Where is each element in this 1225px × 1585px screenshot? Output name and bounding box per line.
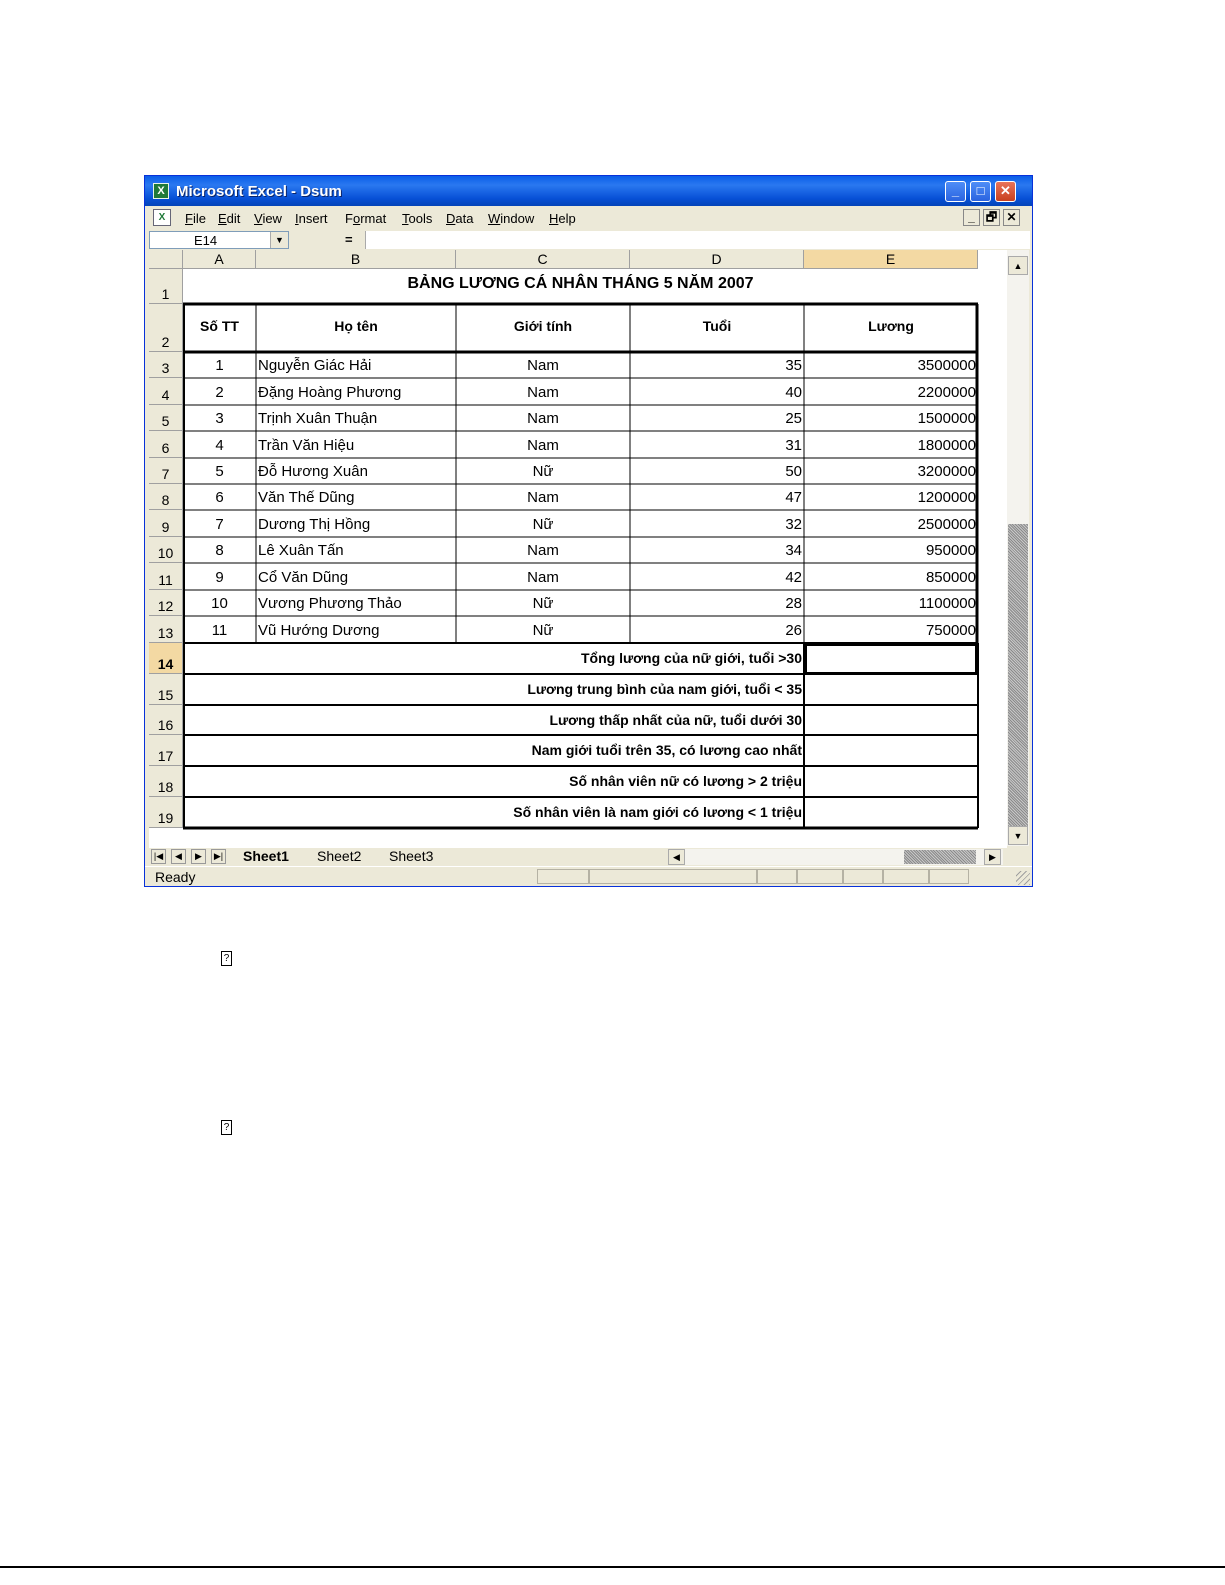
table-cell[interactable]: 34 — [785, 542, 802, 559]
row-number: 5 — [161, 413, 170, 429]
summary-label: Số nhân viên là nam giới có lương < 1 triệu — [513, 804, 802, 820]
row-number: 17 — [157, 748, 174, 764]
table-cell[interactable]: 750000 — [925, 622, 976, 639]
sheet-tab-bar — [145, 848, 1032, 866]
table-cell[interactable]: Nam — [527, 384, 559, 401]
page-divider — [0, 1566, 1225, 1568]
missing-glyph-icon: ? — [221, 1120, 232, 1135]
table-cell[interactable]: Nam — [527, 569, 559, 586]
scroll-right-icon[interactable]: ▶ — [984, 849, 1001, 865]
table-cell[interactable]: Nữ — [532, 516, 554, 533]
row-number: 14 — [157, 656, 174, 672]
table-cell[interactable]: 1100000 — [918, 595, 976, 612]
next-sheet-icon[interactable]: ▶ — [191, 849, 206, 864]
column-title: Lương — [868, 318, 914, 334]
menu-tools[interactable]: Tools — [402, 211, 433, 226]
table-cell[interactable]: Nguyễn Giác Hải — [258, 357, 372, 374]
table-cell[interactable]: 3500000 — [917, 357, 976, 374]
vertical-scroll-thumb[interactable] — [1008, 524, 1028, 826]
name-box-value: E14 — [194, 233, 218, 248]
menu-file[interactable]: File — [185, 211, 206, 226]
excel-window — [144, 175, 1033, 887]
table-cell[interactable]: 8 — [215, 542, 224, 559]
excel-icon: X — [153, 183, 169, 199]
column-title: Tuổi — [702, 318, 732, 334]
tab-sheet2[interactable]: Sheet2 — [317, 848, 362, 864]
workbook-icon[interactable]: X — [153, 209, 171, 226]
table-cell[interactable]: 7 — [215, 516, 224, 533]
menu-data[interactable]: Data — [446, 211, 474, 226]
table-cell[interactable]: Đặng Hoàng Phương — [258, 384, 402, 401]
table-cell[interactable]: Nữ — [532, 595, 554, 612]
table-cell[interactable]: 850000 — [925, 569, 976, 586]
spreadsheet-grid[interactable] — [149, 250, 1007, 848]
row-number: 4 — [161, 387, 170, 403]
menu-edit[interactable]: Edit — [218, 211, 241, 226]
table-cell[interactable]: Vũ Hướng Dương — [258, 622, 380, 639]
table-cell[interactable]: 3 — [215, 410, 224, 427]
name-box[interactable] — [149, 231, 289, 249]
table-cell[interactable]: 950000 — [925, 542, 976, 559]
maximize-button[interactable]: □ — [970, 181, 991, 202]
tab-sheet1[interactable]: Sheet1 — [243, 848, 289, 864]
column-header-b[interactable]: B — [256, 250, 456, 269]
chevron-down-icon[interactable]: ▼ — [270, 232, 288, 248]
summary-label: Tổng lương của nữ giới, tuổi >30 — [580, 650, 802, 666]
missing-glyph-icon: ? — [221, 951, 232, 966]
column-header-c[interactable]: C — [456, 250, 630, 269]
table-cell[interactable]: Văn Thế Dũng — [258, 489, 355, 506]
status-panel — [929, 869, 969, 884]
table-cell[interactable]: 31 — [785, 437, 802, 454]
menu-window[interactable]: Window — [488, 211, 535, 226]
horizontal-scrollbar[interactable] — [668, 849, 1003, 865]
table-cell[interactable]: Lê Xuân Tấn — [258, 542, 344, 559]
table-cell[interactable]: 2500000 — [917, 516, 976, 533]
menu-format[interactable]: Format — [345, 211, 387, 226]
status-text: Ready — [155, 869, 196, 885]
minimize-button[interactable]: _ — [945, 181, 966, 202]
first-sheet-icon[interactable]: |◀ — [151, 849, 166, 864]
table-cell[interactable]: 32 — [785, 516, 802, 533]
table-cell[interactable]: 35 — [785, 357, 802, 374]
table-cell[interactable]: Dương Thị Hồng — [258, 516, 371, 533]
column-header-d[interactable]: D — [630, 250, 804, 269]
table-cell[interactable]: 9 — [215, 569, 224, 586]
tab-sheet3[interactable]: Sheet3 — [389, 848, 434, 864]
status-panel — [589, 869, 757, 884]
row-number: 1 — [161, 286, 170, 302]
summary-label: Nam giới tuổi trên 35, có lương cao nhất — [531, 742, 802, 758]
table-cell[interactable]: 42 — [785, 569, 802, 586]
table-cell[interactable]: 5 — [215, 463, 224, 480]
table-cell[interactable]: 4 — [215, 437, 224, 454]
status-panel — [537, 869, 589, 884]
active-cell-e14[interactable] — [805, 644, 977, 674]
scroll-down-icon[interactable]: ▼ — [1008, 826, 1028, 845]
title-bar[interactable] — [145, 176, 1032, 206]
table-cell[interactable]: 6 — [215, 489, 224, 506]
formula-input[interactable] — [365, 231, 1030, 249]
table-cell[interactable]: Nam — [527, 357, 559, 374]
menu-help[interactable]: Help — [549, 211, 576, 226]
row-number: 19 — [157, 810, 174, 826]
resize-grip-icon[interactable] — [1016, 871, 1030, 885]
table-cell[interactable]: 26 — [785, 622, 802, 639]
table-cell[interactable]: 47 — [785, 489, 802, 506]
row-number: 7 — [161, 466, 170, 482]
column-title: Giới tính — [513, 318, 573, 334]
table-cell[interactable]: 3200000 — [917, 463, 976, 480]
table-cell[interactable]: 2200000 — [917, 384, 976, 401]
horizontal-scroll-thumb[interactable] — [904, 850, 976, 864]
table-cell[interactable]: 1800000 — [917, 437, 976, 454]
prev-sheet-icon[interactable]: ◀ — [171, 849, 186, 864]
table-cell[interactable]: 28 — [785, 595, 802, 612]
formula-equals: = — [345, 232, 353, 247]
table-cell[interactable]: 11 — [211, 622, 228, 639]
row-number: 2 — [161, 334, 170, 350]
menu-view[interactable]: View — [254, 211, 282, 226]
table-cell[interactable]: 2 — [215, 384, 224, 401]
table-cell[interactable]: 40 — [785, 384, 802, 401]
table-cell[interactable]: Nam — [527, 437, 559, 454]
table-cell[interactable]: Nam — [527, 489, 559, 506]
column-title: Số TT — [200, 318, 239, 334]
table-cell[interactable]: Nữ — [532, 463, 554, 480]
status-panel — [883, 869, 929, 884]
table-cell[interactable]: Vương Phương Thảo — [258, 595, 402, 612]
row-number: 16 — [157, 717, 174, 733]
table-cell[interactable]: 1 — [215, 357, 224, 374]
column-header-e[interactable]: E — [804, 250, 978, 269]
summary-value-cell[interactable] — [805, 675, 977, 705]
table-cell[interactable]: Cổ Văn Dũng — [258, 569, 349, 586]
status-bar — [145, 866, 1032, 887]
formula-bar — [145, 230, 1032, 251]
summary-value-cell[interactable] — [805, 798, 977, 828]
menu-insert[interactable]: Insert — [295, 211, 328, 226]
window-title: Microsoft Excel - Dsum — [176, 183, 342, 200]
column-header-a[interactable]: A — [183, 250, 256, 269]
table-cell[interactable]: Nam — [527, 542, 559, 559]
status-panel — [757, 869, 797, 884]
doc-minimize-button[interactable]: _ — [963, 209, 980, 226]
table-cell[interactable]: 50 — [785, 463, 802, 480]
summary-label: Số nhân viên nữ có lương > 2 triệu — [569, 773, 802, 789]
close-button[interactable]: ✕ — [995, 181, 1016, 202]
summary-label: Lương thấp nhất của nữ, tuổi dưới 30 — [549, 712, 802, 728]
sheet-title: BẢNG LƯƠNG CÁ NHÂN THÁNG 5 NĂM 2007 — [407, 275, 754, 292]
row-number: 9 — [161, 519, 170, 535]
doc-close-button[interactable]: ✕ — [1003, 209, 1020, 226]
status-panel — [797, 869, 843, 884]
table-cell[interactable]: Trần Văn Hiệu — [258, 437, 355, 454]
row-number: 3 — [161, 360, 170, 376]
table-cell[interactable]: Trịnh Xuân Thuận — [258, 410, 378, 427]
doc-restore-button[interactable]: 🗗 — [983, 209, 1000, 226]
table-cell[interactable]: 1500000 — [917, 410, 976, 427]
table-cell[interactable]: 1200000 — [917, 489, 976, 506]
table-cell[interactable]: 10 — [211, 595, 228, 612]
menu-bar — [145, 206, 1032, 230]
row-number: 13 — [157, 625, 174, 641]
scroll-left-icon[interactable]: ◀ — [668, 849, 685, 865]
row-number: 6 — [161, 440, 170, 456]
table-cell[interactable]: Đỗ Hương Xuân — [258, 463, 368, 480]
row-number: 15 — [157, 687, 174, 703]
summary-value-cell[interactable] — [805, 706, 977, 735]
last-sheet-icon[interactable]: ▶| — [211, 849, 226, 864]
table-cell[interactable]: 25 — [785, 410, 802, 427]
status-panel — [843, 869, 883, 884]
column-title: Họ tên — [334, 318, 378, 334]
summary-value-cell[interactable] — [805, 767, 977, 797]
row-number: 10 — [157, 545, 174, 561]
row-number: 18 — [157, 779, 174, 795]
row-number: 11 — [158, 572, 173, 588]
row-number: 8 — [161, 492, 170, 508]
table-cell[interactable]: Nam — [527, 410, 559, 427]
vertical-scrollbar[interactable] — [1007, 250, 1029, 846]
table-cell[interactable]: Nữ — [532, 622, 554, 639]
summary-label: Lương trung bình của nam giới, tuổi < 35 — [527, 681, 802, 697]
row-number: 12 — [157, 598, 174, 614]
summary-value-cell[interactable] — [805, 736, 977, 766]
scroll-up-icon[interactable]: ▲ — [1008, 256, 1028, 275]
